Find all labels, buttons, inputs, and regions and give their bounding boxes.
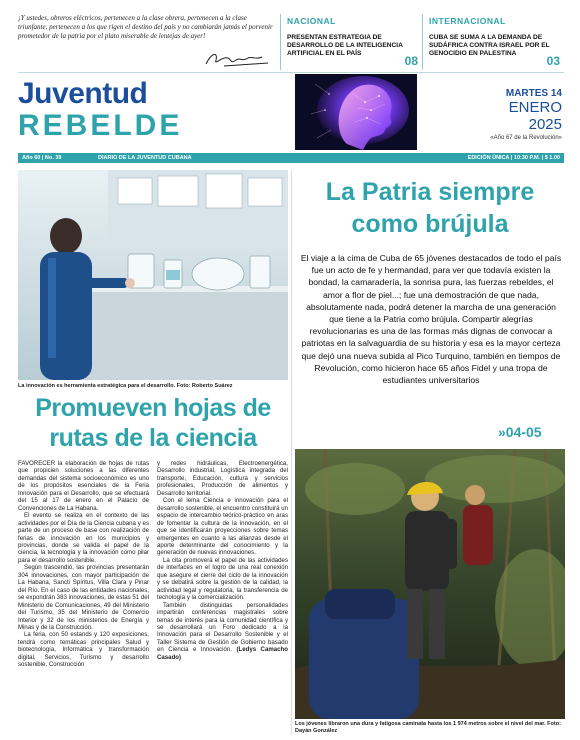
section-name: NACIONAL: [287, 16, 336, 26]
hiking-photo[interactable]: [295, 449, 565, 719]
issue-number: Año 60 | No. 39: [22, 155, 62, 161]
body-column-1: [18, 460, 149, 735]
paragraph: FAVORECER la elaboración de hojas de rutas que propicien soluciones a las diferentes demandas del sistema socioeconómico es uno de los propósitos esenciales de la Feria Innovación para el Desarrollo, que se efectuará del 15 al 17 de enero en el Palacio de Convenciones de La Habana.: [18, 460, 149, 512]
body-column-2: [157, 460, 288, 735]
section-internacional[interactable]: [422, 14, 564, 70]
date-month: ENERO: [508, 99, 562, 116]
signature-icon: [202, 48, 272, 70]
lab-photo[interactable]: [18, 170, 288, 380]
photo-caption: Los jóvenes libraron una dura y fatigosa caminata hasta los 1 974 metros sobre el nivel del mar. Foto: Dayán González: [295, 721, 561, 734]
info-bar: [18, 153, 564, 163]
paragraph: y redes hidráulicas, Electroenergética, Desarrollo industrial, Logística integrada del transporte, Educación, cultura y servicios profesionales, Producción de alimentos y Desarrollo territorial.: [157, 460, 288, 497]
date-year: 2025: [528, 116, 562, 133]
revolution-year: «Año 67 de la Revolución»: [490, 135, 562, 141]
paragraph: La feria, con 50 estands y 120 exposiciones, tendrá como temáticas principales Salud y biotecnología, Informática y transformación digital, Servicios, Turismo y desarrollo sostenible, Construcción: [18, 631, 149, 669]
right-lead: El viaje a la cima de Cuba de 65 jóvenes destacados de todo el país fue un acto de fe y hermandad, para ver que todavía existen la bondad, la camaradería, la sonrisa pura, las fuerzas rebeldes, el amor a flor de piel...; fue una demostración de que nada, absolutamente nada, podrá detener la marcha de una generación que tiene a la Patria como brújula. Compartir alegrías revolucionarias es una de las formas más dignas de convocar a patriotas en la salvaguardia de su historia y esa es la mayor certeza que dejó una nueva subida al Pico Turquino, también en tiempos de Revolución, como hicieron hace 65 años Fidel y una tropa de estudiantes universitarios: [300, 253, 562, 386]
date-box: [470, 88, 562, 141]
top-strip: [18, 14, 564, 70]
page-jump-link[interactable]: »04-05: [498, 424, 542, 440]
tagline: DIARIO DE LA JUVENTUD CUBANA: [98, 155, 192, 161]
paragraph: Con el lema Ciencia e innovación para el desarrollo sostenible, el encuentro constituirá un espacio de intercambio teórico-práctico en aras de fomentar la cultura de la innovación, en el que se identificarán proyecciones sobre temas emergentes en cuanto a las alianzas desde el aporte determinante del conocimiento y la generación de nuevas innovaciones.: [157, 497, 288, 557]
photo-caption: La innovación es herramienta estratégica para el desarrollo. Foto: Roberto Suárez: [18, 383, 233, 389]
divider: [18, 72, 564, 73]
paragraph: El evento se realiza en el contexto de las actividades por el Día de la Ciencia cubana y es parte de un proceso de base con realización de ferias de innovación en los municipios y provincias, donde se valida el papel de la ciencia, la tecnología y la innovación como pilar para el desarrollo sostenible.: [18, 512, 149, 564]
paragraph-text: También distinguidas personalidades impartirán conferencias magistrales sobre temas de interés para la comunidad científica y se desarrollará un Foro dedicado a la Innovación para el Desarrollo Sostenible y el Taller Sistema de Gestión de Gobierno basado en Ciencia e Innovación.: [157, 601, 288, 654]
ai-head-illustration: [295, 74, 417, 150]
masthead-juventud: Juventud: [18, 77, 148, 110]
date-day: MARTES 14: [505, 88, 562, 99]
section-page-number: 03: [546, 54, 560, 68]
section-name: INTERNACIONAL: [429, 16, 506, 26]
fidel-quote-box: [18, 14, 280, 70]
section-nacional[interactable]: [280, 14, 422, 70]
paragraph: La cita promoverá el papel de las actividades de interfaces en el logro de una real conexión que asegure el cierre del ciclo de la innovación y se debatirá sobre la gestión de la calidad, la actividad legal y regulatoria, la transferencia de tecnología y la comercialización.: [157, 556, 288, 602]
section-headline: PRESENTAN ESTRATEGIA DE DESARROLLO DE LA INTELIGENCIA ARTIFICIAL EN EL PAÍS: [287, 34, 403, 57]
left-story-body: [18, 460, 288, 735]
section-page-number: 08: [404, 54, 418, 68]
left-headline[interactable]: Promueven hojas de rutas de la ciencia: [35, 394, 271, 452]
fidel-quote: ¡Y ustedes, obreros eléctricos, pertenecen a la clase obrera, pertenecen a la clase triunfante, pertenecen a los que rigen el destino del país y no cambiarán jamás el porvenir prometedor de la patria por el plato miserable de lentejas de ayer!: [18, 14, 273, 40]
paragraph: [157, 602, 288, 662]
right-headline[interactable]: La Patria siempre como brújula: [325, 178, 535, 238]
section-headline: CUBA SE SUMA A LA DEMANDA DE SUDÁFRICA CONTRA ISRAEL POR EL GENOCIDIO EN PALESTINA: [429, 34, 550, 57]
byline: (Ledys Camacho Casado): [157, 646, 288, 661]
edition-info: EDICIÓN ÚNICA | 10:30 P.M. | $ 1.00: [467, 155, 560, 161]
column-divider: [291, 170, 292, 735]
paragraph: Según trascendió, las provincias presentarán 304 innovaciones, con mayor participación de La Habana, Sancti Spíritus, Villa Clara y Pinar del Río. En el caso de las entidades nacionales, se expondrán 383 innovaciones, de estas 51 del Ministerio de Comunicaciones, 49 del Ministerio del Turismo, 35 del Ministerio de Comercio Interior y 32 de los ministerios de Energía y Minas y de la Construcción.: [18, 564, 149, 631]
masthead-rebelde: REBELDE: [18, 109, 183, 142]
